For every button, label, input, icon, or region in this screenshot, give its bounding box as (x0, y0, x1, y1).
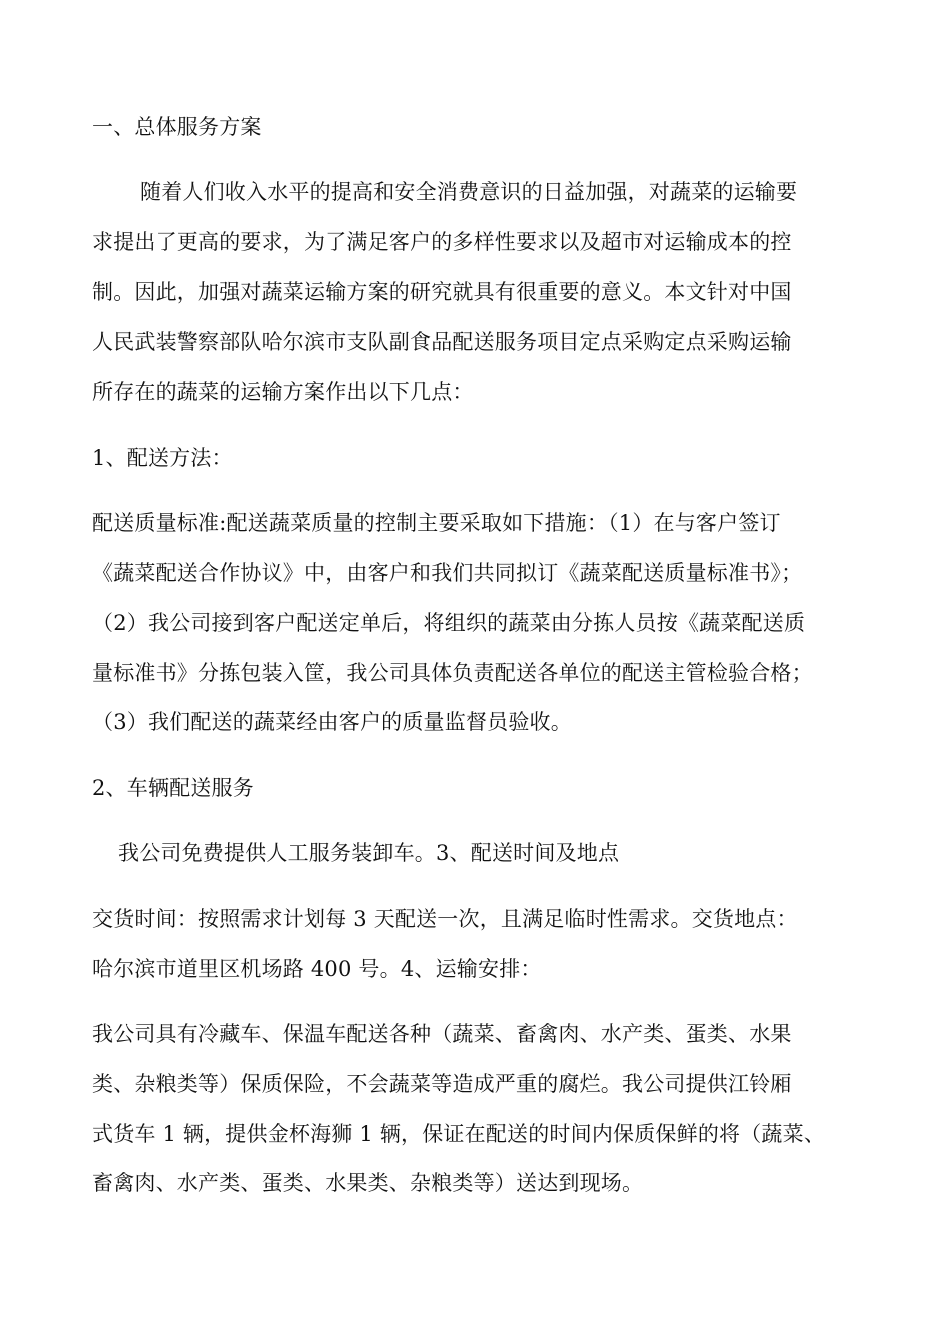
section-heading-delivery-method: 1、配送方法： (92, 446, 233, 470)
intro-line-1: 随着人们收入水平的提高和安全消费意识的日益加强，对蔬菜的运输要 (140, 180, 798, 204)
intro-line-2: 求提出了更高的要求，为了满足客户的多样性要求以及超市对运输成本的控 (92, 230, 792, 254)
quality-line-2: 《蔬菜配送合作协议》中，由客户和我们共同拟订《蔬菜配送质量标准书》； (92, 561, 803, 585)
delivery-line-2: 哈尔滨市道里区机场路 400 号。4、运输安排： (92, 957, 542, 981)
transport-line-3: 式货车 1 辆，提供金杯海狮 1 辆，保证在配送的时间内保质保鲜的将（蔬菜、 (92, 1122, 826, 1146)
section-heading-overall-plan: 一、总体服务方案 (92, 115, 262, 139)
quality-line-5: （3）我们配送的蔬菜经由客户的质量监督员验收。 (92, 710, 572, 734)
vehicle-service-line: 我公司免费提供人工服务装卸车。3、配送时间及地点 (118, 841, 620, 865)
intro-line-3: 制。因此，加强对蔬菜运输方案的研究就具有很重要的意义。本文针对中国 (92, 280, 792, 304)
quality-line-1: 配送质量标准:配送蔬菜质量的控制主要采取如下措施：（1）在与客户签订 (92, 511, 781, 535)
transport-line-2: 类、杂粮类等）保质保险，不会蔬菜等造成严重的腐烂。我公司提供江铃厢 (92, 1072, 792, 1096)
transport-line-4: 畜禽肉、水产类、蛋类、水果类、杂粮类等）送达到现场。 (92, 1171, 644, 1195)
quality-line-4: 量标准书》分拣包装入筐，我公司具体负责配送各单位的配送主管检验合格； (92, 661, 813, 685)
quality-line-3: （2）我公司接到客户配送定单后，将组织的蔬菜由分拣人员按《蔬菜配送质 (92, 611, 806, 635)
delivery-line-1: 交货时间：按照需求计划每 3 天配送一次，且满足临时性需求。交货地点： (92, 907, 798, 931)
transport-line-1: 我公司具有冷藏车、保温车配送各种（蔬菜、畜禽肉、水产类、蛋类、水果 (92, 1022, 792, 1046)
intro-line-4: 人民武装警察部队哈尔滨市支队副食品配送服务项目定点采购定点采购运输 (92, 330, 792, 354)
intro-line-5: 所存在的蔬菜的运输方案作出以下几点： (92, 380, 474, 404)
section-heading-vehicle-service: 2、车辆配送服务 (92, 776, 254, 800)
